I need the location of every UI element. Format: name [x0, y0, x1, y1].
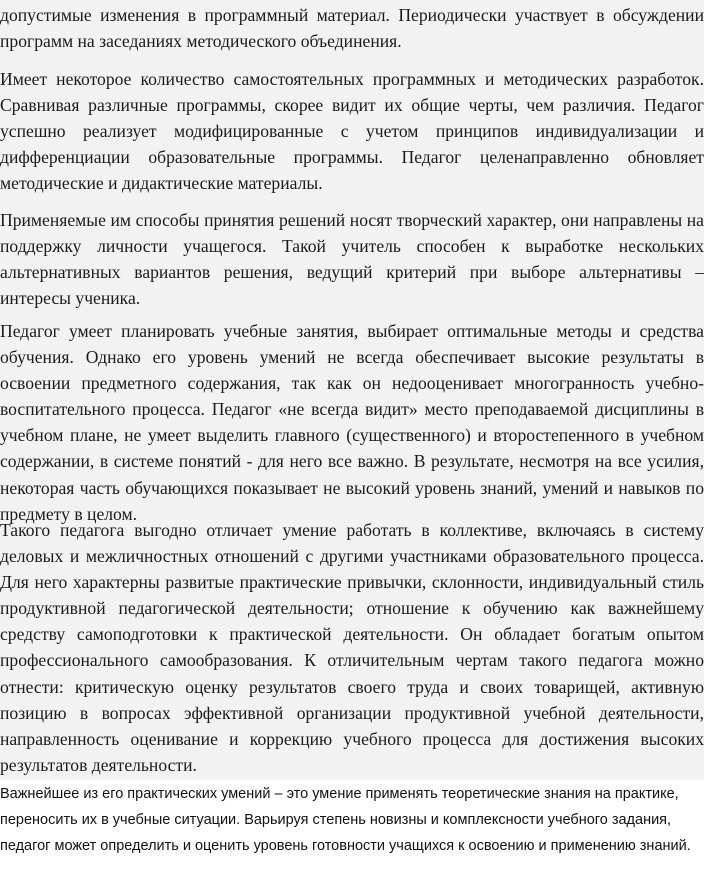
paragraph-program-changes: допустимые изменения в программный материал. Периодически участвует в обсуждении программ на заседаниях методического объединения.	[0, 5, 704, 52]
paragraph-practical-skills: Важнейшее из его практических умений – это умение применять теоретические знания на практике, переносить их в учебные ситуации. Варьируя степень новизны и комплексности учебного задания, педагог может определить и оценить уровень готовности учащихся к освоению и применению знаний.	[0, 781, 704, 859]
paragraph-teamwork: Такого педагога выгодно отличает умение работать в коллективе, включаясь в систему деловых и межличностных отношений с другими участниками образовательного процесса. Для него характерны развитые практические привычки, склонности, индивидуальный стиль продуктивной педагогической деятельности; отношение к обучению как важнейшему средству самоподготовки к практической деятельности. Он обладает богатым опытом профессионального самообразования. К отличительным чертам такого педагога можно отнести: критическую оценку результатов своего труда и своих товарищей, активную позицию в вопросах эффективной организации продуктивной учебной деятельности, направленность оценивание и коррекцию учебного процесса для достижения высоких результатов деятельности.	[0, 520, 704, 775]
paragraph-decisions: Применяемые им способы принятия решений носят творческий характер, они направлены на поддержку личности учащегося. Такой учитель способен к выработке нескольких альтернативных вариантов решения, ведущий критерий при выборе альтернативы – интересы ученика.	[0, 210, 704, 309]
paragraph-developments: Имеет некоторое количество самостоятельных программных и методических разработок. Сравнивая различные программы, скорее видит их общие черты, чем различия. Педагог успешно реализует модифицированные с учетом принципов индивидуализации и дифференциации образовательные программы. Педагог целенаправленно обновляет методические и дидактические материалы.	[0, 69, 704, 194]
paragraph-planning: Педагог умеет планировать учебные занятия, выбирает оптимальные методы и средства обучения. Однако его уровень умений не всегда обеспечивает высокие результаты в освоении предметного содержания, так как он недооценивает многогранность учебно-воспитательного процесса. Педагог «не всегда видит» место преподаваемой дисциплины в учебном плане, не умеет выделить главного (существенного) и второстепенного в учебном содержании, в системе понятий - для него все важно. В результате, несмотря на все усилия, некоторая часть обучающихся показывает не высокий уровень знаний, умений и навыков по предмету в целом.	[0, 321, 704, 524]
